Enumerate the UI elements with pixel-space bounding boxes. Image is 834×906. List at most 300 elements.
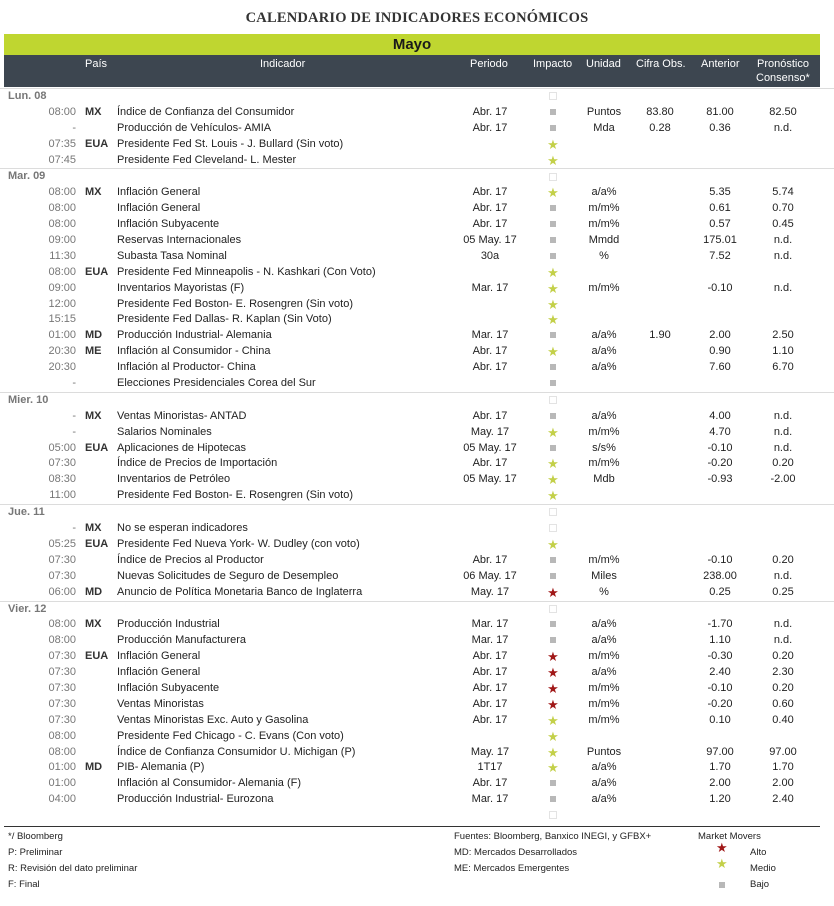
previous-value: 1.70 [709,761,731,774]
impact-medium-star-icon: ★ [547,536,559,552]
period: Mar. 17 [471,281,509,294]
event-time: 06:00 [48,585,76,598]
previous-value: 1.10 [709,634,731,647]
event-time: 05:25 [48,537,76,550]
impact-medium-star-icon: ★ [547,344,559,360]
unit: a/a% [591,618,617,631]
indicator-name: Producción Manufacturera [117,634,247,647]
previous-value: -1.70 [707,618,733,631]
forecast-value: 0.40 [772,713,794,726]
impact-low-square-icon [536,360,570,376]
observed-value: 1.90 [649,329,671,342]
indicator-name: Inflación General [117,186,201,199]
day-label: Mier. 10 [8,393,49,406]
period: Abr. 17 [472,105,508,118]
table-row [0,425,834,441]
legend-low: Bajo [750,879,770,890]
impact-empty-square-icon [536,89,570,105]
previous-value: 238.00 [703,569,737,582]
forecast-value: n.d. [773,234,793,247]
unit: m/m% [588,697,620,710]
impact-low-square-icon [536,328,570,344]
indicator-name: Índice de Precios de Importación [117,457,278,470]
forecast-value: 0.70 [772,202,794,215]
country-code: EUA [85,137,109,150]
previous-value: -0.20 [707,697,733,710]
table-row [0,360,834,376]
period: 05 May. 17 [463,234,517,247]
forecast-value: 82.50 [769,105,797,118]
indicator-name: Elecciones Presidenciales Corea del Sur [117,377,316,390]
header-impacto: Impacto [533,58,573,70]
indicator-name: Nuevas Solicitudes de Seguro de Desempleo [117,569,339,582]
impact-low-square-icon [536,121,570,137]
table-row [0,808,834,824]
indicator-name: Presidente Fed Minneapolis - N. Kashkari (Con Voto) [117,265,376,278]
unit: m/m% [588,553,620,566]
forecast-value: n.d. [773,618,793,631]
indicator-name: Inflación General [117,650,201,663]
indicator-name: Inflación al Consumidor - China [117,345,271,358]
previous-value: -0.10 [707,681,733,694]
unit: m/m% [588,425,620,438]
impact-medium-star-icon: ★ [547,264,559,280]
header-cifra: Cifra Obs. [636,58,686,70]
event-time: 20:30 [48,345,76,358]
previous-value: 97.00 [706,745,734,758]
indicator-name: Ventas Minoristas- ANTAD [117,409,247,422]
period: Abr. 17 [472,361,508,374]
table-row [0,312,834,328]
period: Mar. 17 [471,793,509,806]
me-note: ME: Mercados Emergentes [454,863,570,874]
table-row [0,217,834,233]
event-time: 01:00 [48,329,76,342]
unit: a/a% [591,634,617,647]
impact-low-square-icon [536,217,570,233]
previous-value: 1.20 [709,793,731,806]
table-row [0,441,834,457]
indicator-name: Inflación Subyacente [117,218,220,231]
forecast-value: 0.25 [772,585,794,598]
indicator-name: Ventas Minoristas [117,697,204,710]
table-row [0,409,834,425]
period: Mar. 17 [471,618,509,631]
previous-value: 2.40 [709,666,731,679]
indicator-name: Inflación al Productor- China [117,361,256,374]
event-time: 12:00 [48,297,76,310]
impact-medium-star-icon: ★ [547,456,559,472]
forecast-value: 0.20 [772,681,794,694]
impact-medium-star-icon: ★ [547,296,559,312]
period: Abr. 17 [472,202,508,215]
previous-value: 7.60 [709,361,731,374]
period: Mar. 17 [471,329,509,342]
previous-value: 0.25 [709,585,731,598]
indicator-name: Inflación Subyacente [117,681,220,694]
impact-low-square-icon [536,776,570,792]
legend-medium: Medio [750,863,776,874]
forecast-value: 1.10 [772,345,794,358]
previous-value: -0.10 [707,441,733,454]
header-periodo: Periodo [470,58,508,70]
table-row [0,472,834,488]
indicator-name: Presidente Fed Boston- E. Rosengren (Sin voto) [117,489,354,502]
impact-empty-square-icon [536,505,570,521]
indicator-name: Índice de Confianza Consumidor U. Michigan (P) [117,745,356,758]
forecast-value: 0.20 [772,553,794,566]
indicator-name: Inflación al Consumidor- Alemania (F) [117,777,302,790]
unit: Miles [591,569,617,582]
previous-value: 2.00 [709,777,731,790]
country-code: MX [85,186,102,199]
header-unidad: Unidad [586,58,621,70]
forecast-value: 6.70 [772,361,794,374]
period: May. 17 [470,745,510,758]
country-code: MD [85,585,103,598]
table-row [0,649,834,665]
unit: s/s% [592,441,616,454]
indicator-name: Subasta Tasa Nominal [117,249,227,262]
table-row [0,537,834,553]
previous-value: 175.01 [703,234,737,247]
event-time: 07:30 [48,713,76,726]
unit: m/m% [588,457,620,470]
table-row [0,456,834,472]
forecast-value: n.d. [773,569,793,582]
period: Abr. 17 [472,553,508,566]
country-code: EUA [85,537,109,550]
period: 05 May. 17 [463,441,517,454]
previous-value: 7.52 [709,249,731,262]
event-time: 08:00 [48,618,76,631]
day-header-row [0,392,834,409]
unit: m/m% [588,281,620,294]
event-time: 08:00 [48,218,76,231]
impact-medium-star-icon: ★ [547,312,559,328]
country-code: EUA [85,650,109,663]
table-row [0,297,834,313]
table-row [0,185,834,201]
impact-low-square-icon [536,553,570,569]
table-header [4,55,820,87]
impact-low-square-icon [536,233,570,249]
event-time: 07:30 [48,681,76,694]
indicator-name: Inventarios Mayoristas (F) [117,281,245,294]
forecast-value: 97.00 [769,745,797,758]
table-row [0,713,834,729]
table-row [0,585,834,601]
event-time: - [72,121,76,134]
forecast-value: n.d. [773,409,793,422]
event-time: 08:00 [48,105,76,118]
event-time: 08:00 [48,202,76,215]
event-time: 07:35 [48,137,76,150]
event-time: 15:15 [48,313,76,326]
previous-value: 4.70 [709,425,731,438]
forecast-value: 2.30 [772,666,794,679]
forecast-value: n.d. [773,634,793,647]
forecast-value: 2.40 [772,793,794,806]
forecast-value: -2.00 [770,473,796,486]
unit: a/a% [591,777,617,790]
unit: m/m% [588,218,620,231]
indicator-name: Salarios Nominales [117,425,212,438]
forecast-value: n.d. [773,441,793,454]
day-label: Vier. 12 [8,602,47,615]
period: Abr. 17 [472,777,508,790]
country-code: MX [85,105,102,118]
footer-divider [4,826,820,827]
event-time: 11:30 [49,249,76,262]
impact-high-star-icon: ★ [547,584,559,600]
forecast-value: 0.20 [772,457,794,470]
impact-low-square-icon [536,569,570,585]
unit: Puntos [586,105,622,118]
table-row [0,633,834,649]
country-code: MD [85,761,103,774]
day-label: Mar. 09 [8,170,46,183]
impact-low-square-icon [536,441,570,457]
table-row [0,617,834,633]
previous-value: 4.00 [709,409,731,422]
period: May. 17 [470,425,510,438]
impact-low-square-icon [536,409,570,425]
indicator-name: Producción de Vehículos- AMIA [117,121,272,134]
previous-value: -0.20 [707,457,733,470]
event-time: 08:00 [48,729,76,742]
header-anterior: Anterior [701,58,740,70]
impact-medium-star-icon: ★ [547,728,559,744]
previous-value: 5.35 [709,186,731,199]
event-time: - [72,409,76,422]
previous-value: 0.90 [709,345,731,358]
forecast-value: n.d. [773,281,793,294]
impact-low-square-icon [536,633,570,649]
event-time: 08:30 [48,473,76,486]
calendar-rows [0,88,834,824]
event-time: 20:30 [48,361,76,374]
observed-value: 83.80 [646,105,674,118]
country-code: EUA [85,265,109,278]
unit: Mda [593,121,615,134]
note-bloomberg: */ Bloomberg [8,831,63,842]
impact-low-square-icon [536,617,570,633]
indicator-name: Presidente Fed Nueva York- W. Dudley (con voto) [117,537,360,550]
country-code: EUA [85,441,109,454]
period: Abr. 17 [472,666,508,679]
indicator-name: Presidente Fed Cleveland- L. Mester [117,153,297,166]
table-row [0,792,834,808]
forecast-value: n.d. [773,425,793,438]
event-time: 09:00 [48,281,76,294]
previous-value: 0.36 [709,121,731,134]
previous-value: 2.00 [709,329,731,342]
impact-empty-square-icon [536,808,570,824]
unit: a/a% [591,345,617,358]
market-movers-title: Market Movers [698,831,761,842]
forecast-value: 5.74 [772,186,794,199]
table-row [0,488,834,504]
event-time: 08:00 [48,186,76,199]
impact-medium-star-icon: ★ [547,472,559,488]
indicator-name: Inflación General [117,666,201,679]
period: Abr. 17 [472,121,508,134]
period: Abr. 17 [472,650,508,663]
event-time: 07:45 [48,153,76,166]
country-code: MX [85,409,102,422]
country-code: MX [85,522,102,535]
indicator-name: Producción Industrial- Eurozona [117,793,274,806]
forecast-value: 0.20 [772,650,794,663]
period: 30a [480,249,500,262]
country-code: ME [85,345,102,358]
header-indicador: Indicador [260,58,306,70]
impact-medium-star-icon: ★ [547,712,559,728]
period: Abr. 17 [472,697,508,710]
table-row [0,569,834,585]
previous-value: 0.57 [709,218,731,231]
indicator-name: Presidente Fed Boston- E. Rosengren (Sin voto) [117,297,354,310]
forecast-value: 2.00 [772,777,794,790]
event-time: - [72,425,76,438]
period: May. 17 [470,585,510,598]
event-time: 01:00 [48,777,76,790]
unit: a/a% [591,409,617,422]
day-header-row [0,88,834,105]
indicator-name: Inventarios de Petróleo [117,473,231,486]
forecast-value: 0.45 [772,218,794,231]
event-time: 01:00 [48,761,76,774]
table-row [0,745,834,761]
event-time: 07:30 [48,457,76,470]
table-row [0,776,834,792]
indicator-name: Presidente Fed St. Louis - J. Bullard (Sin voto) [117,137,344,150]
event-time: 08:00 [48,265,76,278]
unit: % [599,249,609,262]
impact-low-square-icon [536,105,570,121]
header-pronostico: Pronóstico [757,58,809,70]
event-time: 08:00 [48,745,76,758]
table-row [0,233,834,249]
month-bar: Mayo [4,34,820,55]
country-code: MX [85,618,102,631]
indicator-name: Producción Industrial- Alemania [117,329,272,342]
period: 06 May. 17 [463,569,517,582]
period: Abr. 17 [472,345,508,358]
period: Abr. 17 [472,681,508,694]
table-row [0,521,834,537]
period: Abr. 17 [472,713,508,726]
previous-value: -0.10 [707,553,733,566]
legend-high: Alto [750,847,767,858]
day-header-row [0,168,834,185]
impact-medium-star-icon: ★ [547,760,559,776]
unit: m/m% [588,713,620,726]
forecast-value: 0.60 [772,697,794,710]
table-row [0,201,834,217]
star-high-icon: ★ [716,840,728,855]
event-time: 07:30 [48,569,76,582]
note-revision: R: Revisión del dato preliminar [8,863,138,874]
table-row [0,681,834,697]
table-row [0,729,834,745]
event-time: 04:00 [48,793,76,806]
impact-medium-star-icon: ★ [547,744,559,760]
period: Abr. 17 [472,218,508,231]
forecast-value: 2.50 [772,329,794,342]
table-row [0,697,834,713]
table-row [0,121,834,137]
previous-value: -0.10 [707,281,733,294]
event-time: 11:00 [49,489,76,502]
event-time: 08:00 [48,634,76,647]
event-time: 05:00 [48,441,76,454]
unit: % [599,585,609,598]
unit: Mdb [593,473,615,486]
period: 05 May. 17 [463,473,517,486]
unit: m/m% [588,681,620,694]
forecast-value: 1.70 [772,761,794,774]
previous-value: -0.93 [707,473,733,486]
day-label: Lun. 08 [8,90,47,102]
unit: a/a% [591,666,617,679]
table-row [0,344,834,360]
impact-medium-star-icon: ★ [547,424,559,440]
period: Abr. 17 [472,457,508,470]
note-preliminar: P: Preliminar [8,847,63,858]
unit: a/a% [591,761,617,774]
period: 1T17 [477,761,503,774]
previous-value: 0.61 [709,202,731,215]
impact-high-star-icon: ★ [547,649,559,665]
table-row [0,137,834,153]
observed-value: 0.28 [649,121,671,134]
impact-high-star-icon: ★ [547,696,559,712]
event-time: 07:30 [48,553,76,566]
impact-low-square-icon [536,792,570,808]
indicator-name: Anuncio de Política Monetaria Banco de Inglaterra [117,585,363,598]
impact-empty-square-icon [536,169,570,185]
table-row [0,281,834,297]
unit: Mmdd [588,234,620,247]
indicator-name: Reservas Internacionales [117,234,242,247]
impact-low-square-icon [536,249,570,265]
md-note: MD: Mercados Desarrollados [454,847,578,858]
forecast-value: n.d. [773,249,793,262]
impact-empty-square-icon [536,521,570,537]
table-row [0,249,834,265]
period: Abr. 17 [472,186,508,199]
indicator-name: PIB- Alemania (P) [117,761,205,774]
indicator-name: Inflación General [117,202,201,215]
impact-empty-square-icon [536,602,570,618]
event-time: - [72,522,76,535]
impact-medium-star-icon: ★ [547,152,559,168]
period: Abr. 17 [472,409,508,422]
table-row [0,553,834,569]
indicator-name: Aplicaciones de Hipotecas [117,441,247,454]
impact-low-square-icon [536,201,570,217]
previous-value: 0.10 [709,713,731,726]
unit: m/m% [588,202,620,215]
impact-high-star-icon: ★ [547,680,559,696]
previous-value: -0.30 [707,650,733,663]
period: Mar. 17 [471,634,509,647]
table-row [0,760,834,776]
table-row [0,105,834,121]
table-row [0,328,834,344]
